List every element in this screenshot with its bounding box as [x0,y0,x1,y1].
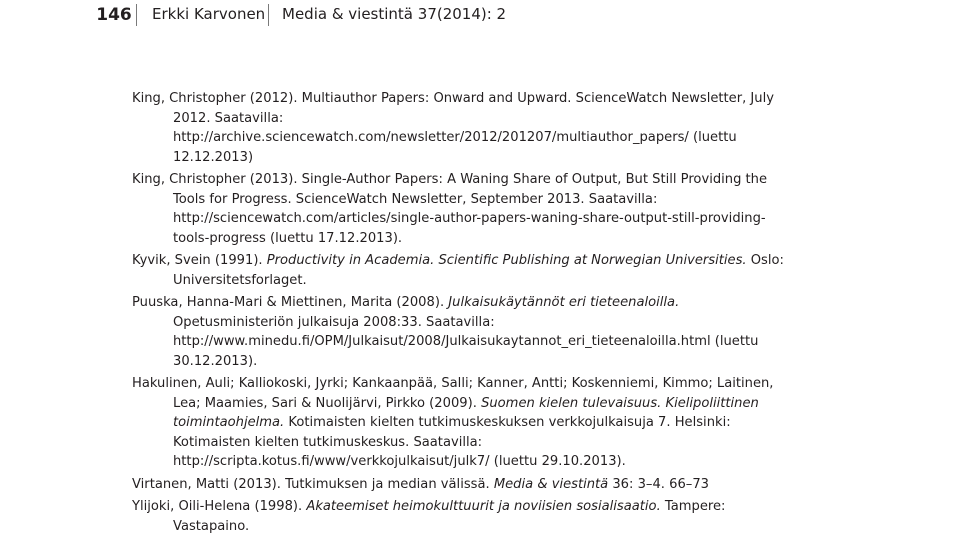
reference-item [132,374,792,472]
reference-item [132,293,792,371]
reference-item [132,89,792,167]
reference-list [132,89,792,539]
reference-text: Virtanen, Matti (2013). Tutkimuksen ja median välissä. [132,476,494,492]
page-number: 146 [96,5,132,25]
reference-title: Suomen kielen tulevaisuus. Kielipoliittinen toimintaohjelma. [173,395,759,430]
reference-item [132,251,792,290]
header-journal: Media & viestintä 37(2014): 2 [282,5,507,23]
reference-title: Akateemiset heimokulttuurit ja noviisien sosialisaatio. [306,499,661,514]
reference-text: Oslo: Universitetsforlaget. [173,253,784,288]
reference-text: Kotimaisten kielten tutkimuskeskuksen verkkojulkaisuja 7. Helsinki: Kotimaisten kielten tutkimuskeskus. Saatavilla: http://scripta.kotus.fi/www/verkkojulkaisut/julk7/ (luettu 29.10.2013). [173,415,731,469]
reference-text: Hakulinen, Auli; Kalliokoski, Jyrki; Kankaanpää, Salli; Kanner, Antti; Koskenniemi, Kimmo; Laitinen, Lea; Maamies, Sari & Nuolijärvi, Pirkko (2009). [132,376,774,411]
reference-text: King, Christopher (2013). Single-Author Papers: A Waning Share of Output, But Still Providing the Tools for Progress. ScienceWatch Newsletter, September 2013. Saatavilla: http://sciencewatch.com/articles/single-author-papers-waning-share-output-still-providing-tools-progress (luettu 17.12.2013). [132,172,768,246]
reference-title: Julkaisukäytännöt eri tieteenaloilla. [448,295,680,310]
reference-text: Ylijoki, Oili-Helena (1998). [132,499,307,514]
running-header [0,0,960,36]
reference-text: Kyvik, Svein (1991). [132,253,267,268]
reference-text: 36: 3–4. 66–73 [608,476,709,492]
reference-item [132,170,792,248]
reference-text: Tampere: Vastapaino. [173,499,726,534]
reference-title: Media & viestintä [493,476,609,492]
reference-text: Puuska, Hanna-Mari & Miettinen, Marita (2008). [132,295,449,310]
reference-text: King, Christopher (2012). Multiauthor Papers: Onward and Upward. ScienceWatch Newsletter, July 2012. Saatavilla: http://archive.sciencewatch.com/newsletter/2012/201207/multiauthor_papers/ (luettu 12.12.2013) [132,91,774,165]
reference-item [132,475,792,495]
reference-title: Productivity in Academia. Scientific Publishing at Norwegian Universities. [266,253,747,268]
header-divider [268,4,269,26]
header-divider [136,4,137,26]
reference-text: Opetusministeriön julkaisuja 2008:33. Saatavilla: http://www.minedu.fi/OPM/Julkaisut/2008/Julkaisukaytannot_eri_tieteenaloilla.html (luettu 30.12.2013). [173,314,759,369]
header-author: Erkki Karvonen [152,5,266,23]
reference-item [132,497,792,536]
